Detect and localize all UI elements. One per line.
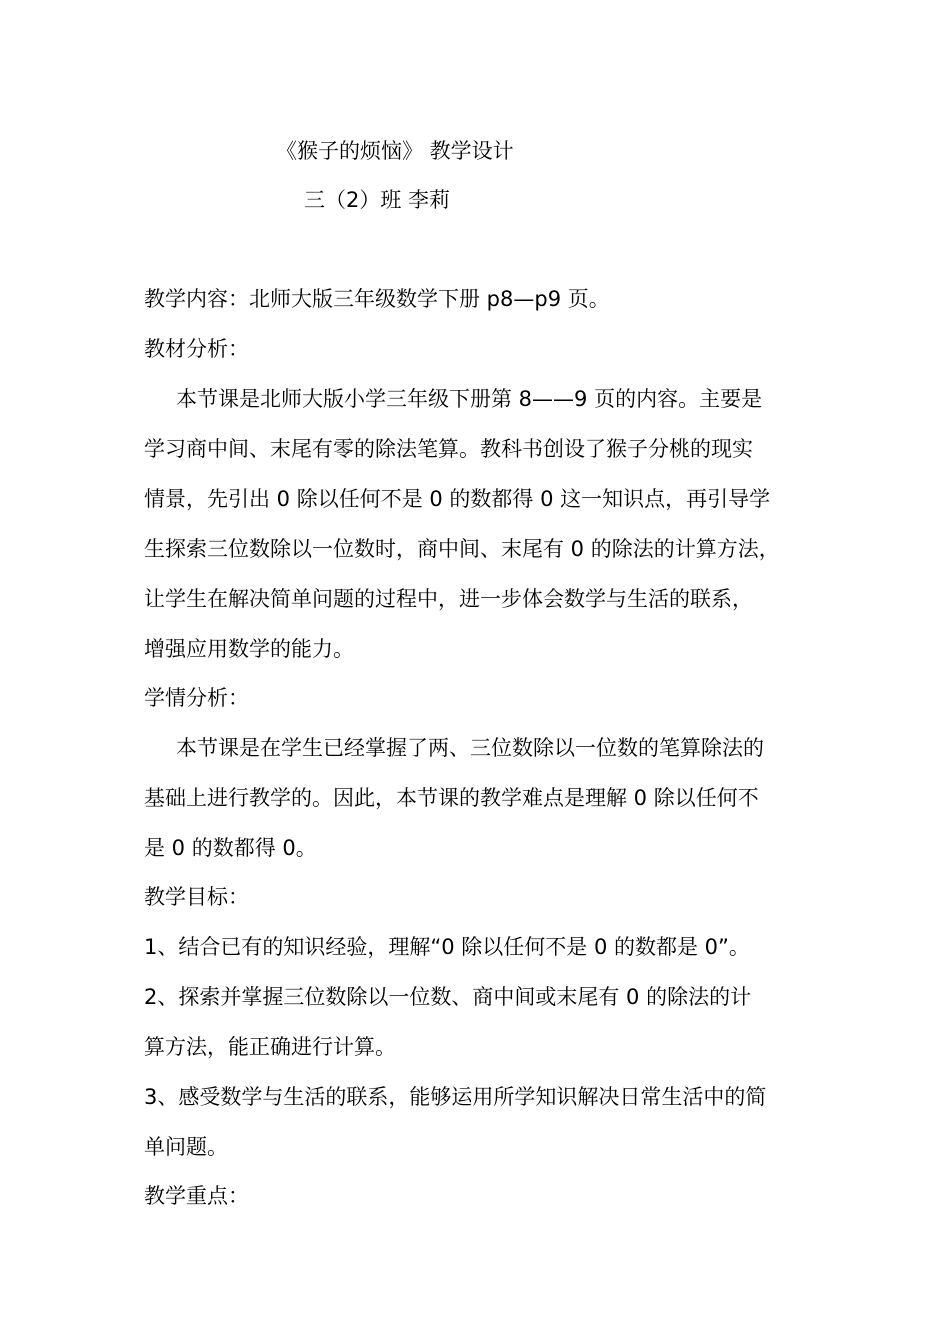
objective-item: 2、探索并掌握三位数除以一位数、商中间或末尾有 0 的除法的计 xyxy=(144,985,752,1009)
body-line: 基础上进行教学的。因此，本节课的教学难点是理解 0 除以任何不 xyxy=(144,786,759,810)
body-line: 让学生在解决简单问题的过程中，进一步体会数学与生活的联系， xyxy=(144,587,753,611)
objective-item: 1、结合已有的知识经验，理解“0 除以任何不是 0 的数都是 0”。 xyxy=(144,935,750,959)
body-line: 本节课是在学生已经掌握了两、三位数除以一位数的笔算除法的 xyxy=(176,736,764,760)
body-line: 情景，先引出 0 除以任何不是 0 的数都得 0 这一知识点，再引导学 xyxy=(144,487,771,511)
objective-item: 3、感受数学与生活的联系，能够运用所学知识解决日常生活中的简 xyxy=(144,1085,767,1109)
body-line: 生探索三位数除以一位数时，商中间、末尾有 0 的除法的计算方法， xyxy=(144,537,780,561)
body-line: 教学内容：北师大版三年级数学下册 p8—p9 页。 xyxy=(144,287,610,311)
section-heading: 教学重点： xyxy=(144,1184,249,1208)
body-line: 本节课是北师大版小学三年级下册第 8——9 页的内容。主要是 xyxy=(176,387,763,411)
section-heading: 教材分析： xyxy=(144,337,249,361)
document-title: 《猴子的烦恼》 教学设计 xyxy=(276,139,514,163)
document-author: 三（2）班 李莉 xyxy=(304,188,451,212)
body-line: 学习商中间、末尾有零的除法笔算。教科书创设了猴子分桃的现实 xyxy=(144,437,753,461)
section-heading: 学情分析： xyxy=(144,686,249,710)
section-heading: 教学目标： xyxy=(144,885,249,909)
body-line: 增强应用数学的能力。 xyxy=(144,637,354,661)
body-line: 单问题。 xyxy=(144,1135,228,1159)
body-line: 算方法，能正确进行计算。 xyxy=(144,1035,396,1059)
body-line: 是 0 的数都得 0。 xyxy=(144,836,317,860)
